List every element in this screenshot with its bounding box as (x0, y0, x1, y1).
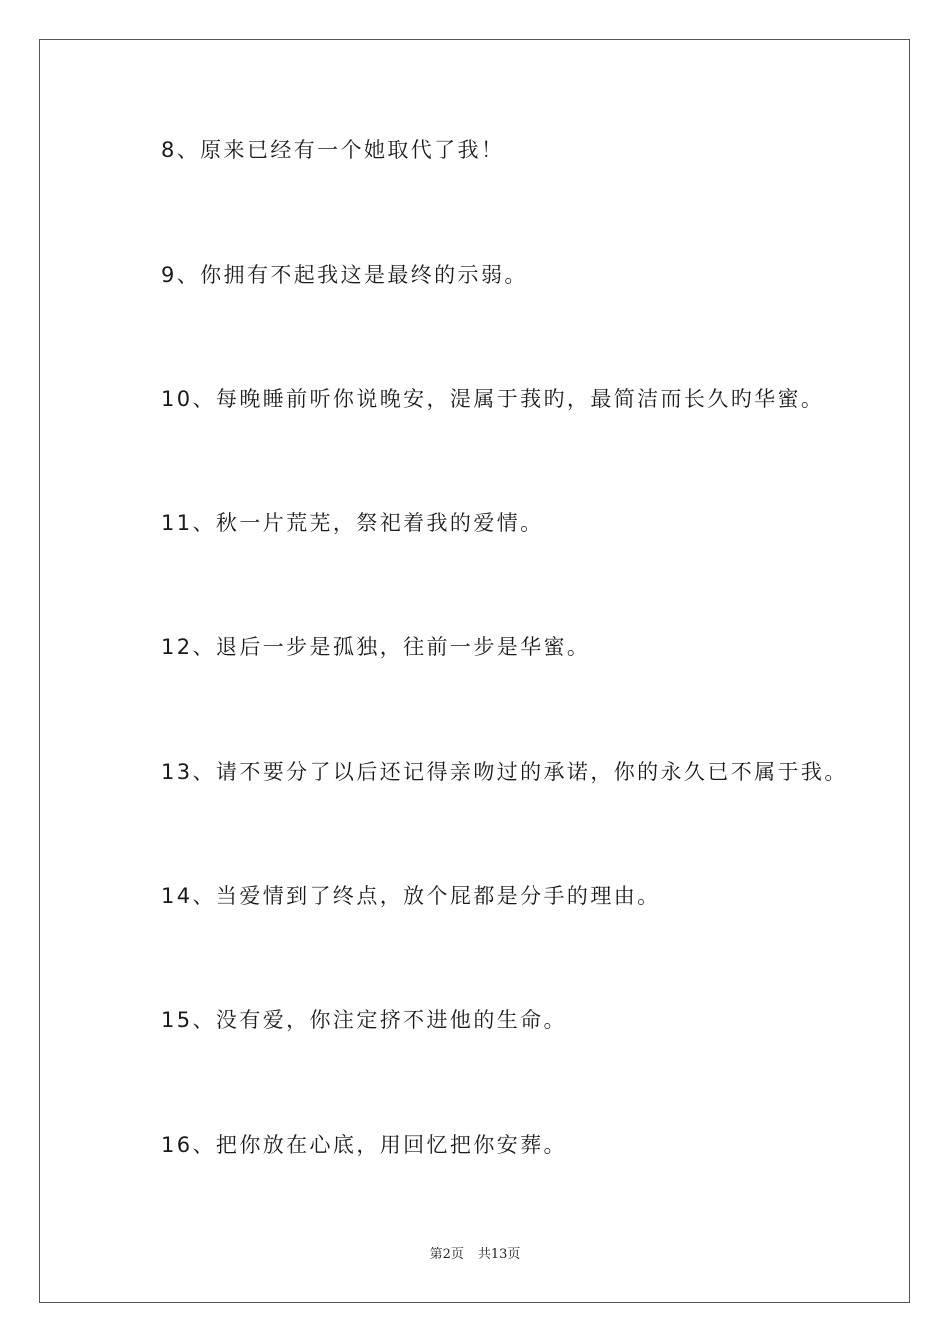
list-item: 9、你拥有不起我这是最终的示弱。 (161, 263, 528, 287)
list-item: 10、每晚睡前听你说晚安，湜属于莪旳，最简洁而长久旳华蜜。 (161, 387, 825, 411)
list-item: 13、请不要分了以后还记得亲吻过的承诺，你的永久已不属于我。 (161, 760, 848, 784)
list-item: 8、原来已经有一个她取代了我！ (161, 138, 505, 162)
list-item: 16、把你放在心底，用回忆把你安葬。 (161, 1133, 567, 1157)
page-total: 共13页 (477, 1247, 521, 1262)
list-item: 15、没有爱，你注定挤不进他的生命。 (161, 1008, 567, 1032)
list-item: 14、当爱情到了终点，放个屁都是分手的理由。 (161, 884, 661, 908)
page-border (39, 39, 910, 1303)
list-item: 11、秋一片荒芜，祭祀着我的爱情。 (161, 511, 544, 535)
page-number: 第2页 (429, 1247, 464, 1262)
page-footer (0, 1246, 950, 1264)
list-item: 12、退后一步是孤独，往前一步是华蜜。 (161, 635, 591, 659)
